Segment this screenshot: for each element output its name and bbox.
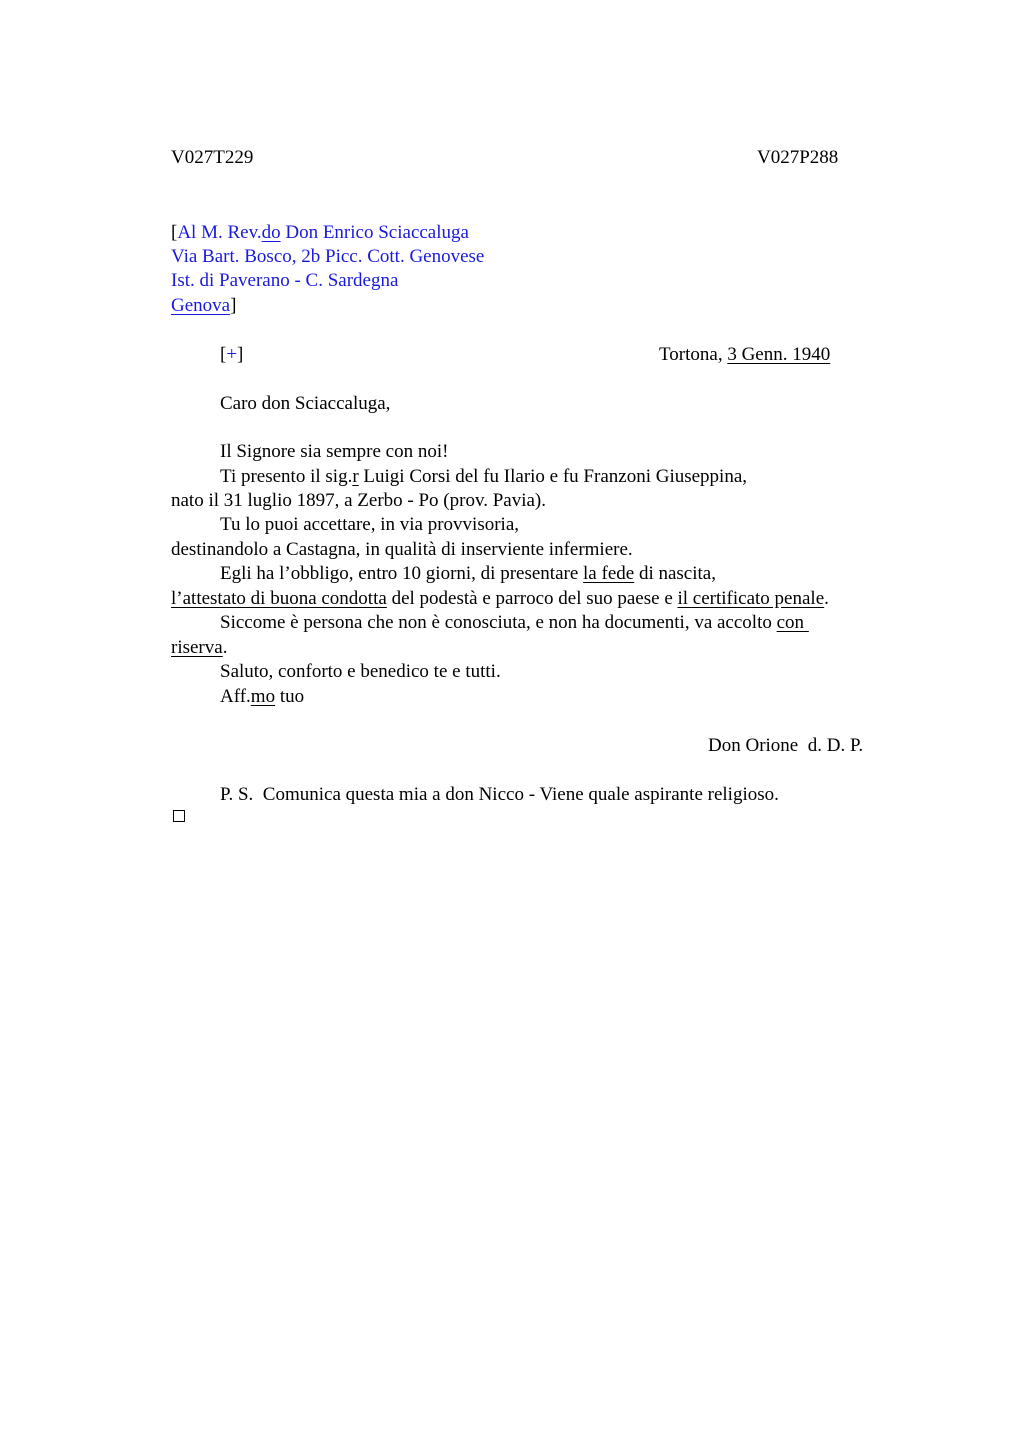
- address-line-4: Genova]: [171, 295, 237, 316]
- salutation: Caro don Sciaccaluga,: [220, 393, 391, 414]
- body-line: riserva.: [171, 637, 228, 658]
- body-line: Egli ha l’obbligo, entro 10 giorni, di presentare la fede di nascita,: [220, 563, 716, 584]
- address-line-3: Ist. di Paverano - C. Sardegna: [171, 270, 399, 291]
- square-mark-icon: [173, 810, 185, 822]
- postscript: P. S. Comunica questa mia a don Nicco - Viene quale aspirante religioso.: [220, 784, 779, 805]
- body-line: l’attestato di buona condotta del podestà e parroco del suo paese e il certificato penale.: [171, 588, 829, 609]
- closing-line: Aff.mo tuo: [220, 686, 305, 707]
- address-line-2: Via Bart. Bosco, 2b Picc. Cott. Genovese: [171, 246, 485, 267]
- cross-mark: [+]: [220, 344, 244, 365]
- body-line: Siccome è persona che non è conosciuta, e non ha documenti, va accolto con: [220, 612, 809, 633]
- dateline: Tortona, 3 Genn. 1940: [659, 344, 831, 365]
- document-code-right: V027P288: [757, 147, 839, 168]
- body-line: destinandolo a Castagna, in qualità di inserviente infermiere.: [171, 539, 633, 560]
- body-line: Ti presento il sig.r Luigi Corsi del fu Ilario e fu Franzoni Giuseppina,: [220, 466, 748, 487]
- body-line: nato il 31 luglio 1897, a Zerbo - Po (prov. Pavia).: [171, 490, 547, 511]
- document-code-left: V027T229: [171, 147, 254, 168]
- signature: Don Orione d. D. P.: [708, 735, 864, 756]
- body-line: Saluto, conforto e benedico te e tutti.: [220, 661, 501, 682]
- address-line-1: [Al M. Rev.do Don Enrico Sciaccaluga: [171, 222, 469, 243]
- body-line: Il Signore sia sempre con noi!: [220, 441, 449, 462]
- body-line: Tu lo puoi accettare, in via provvisoria,: [220, 514, 520, 535]
